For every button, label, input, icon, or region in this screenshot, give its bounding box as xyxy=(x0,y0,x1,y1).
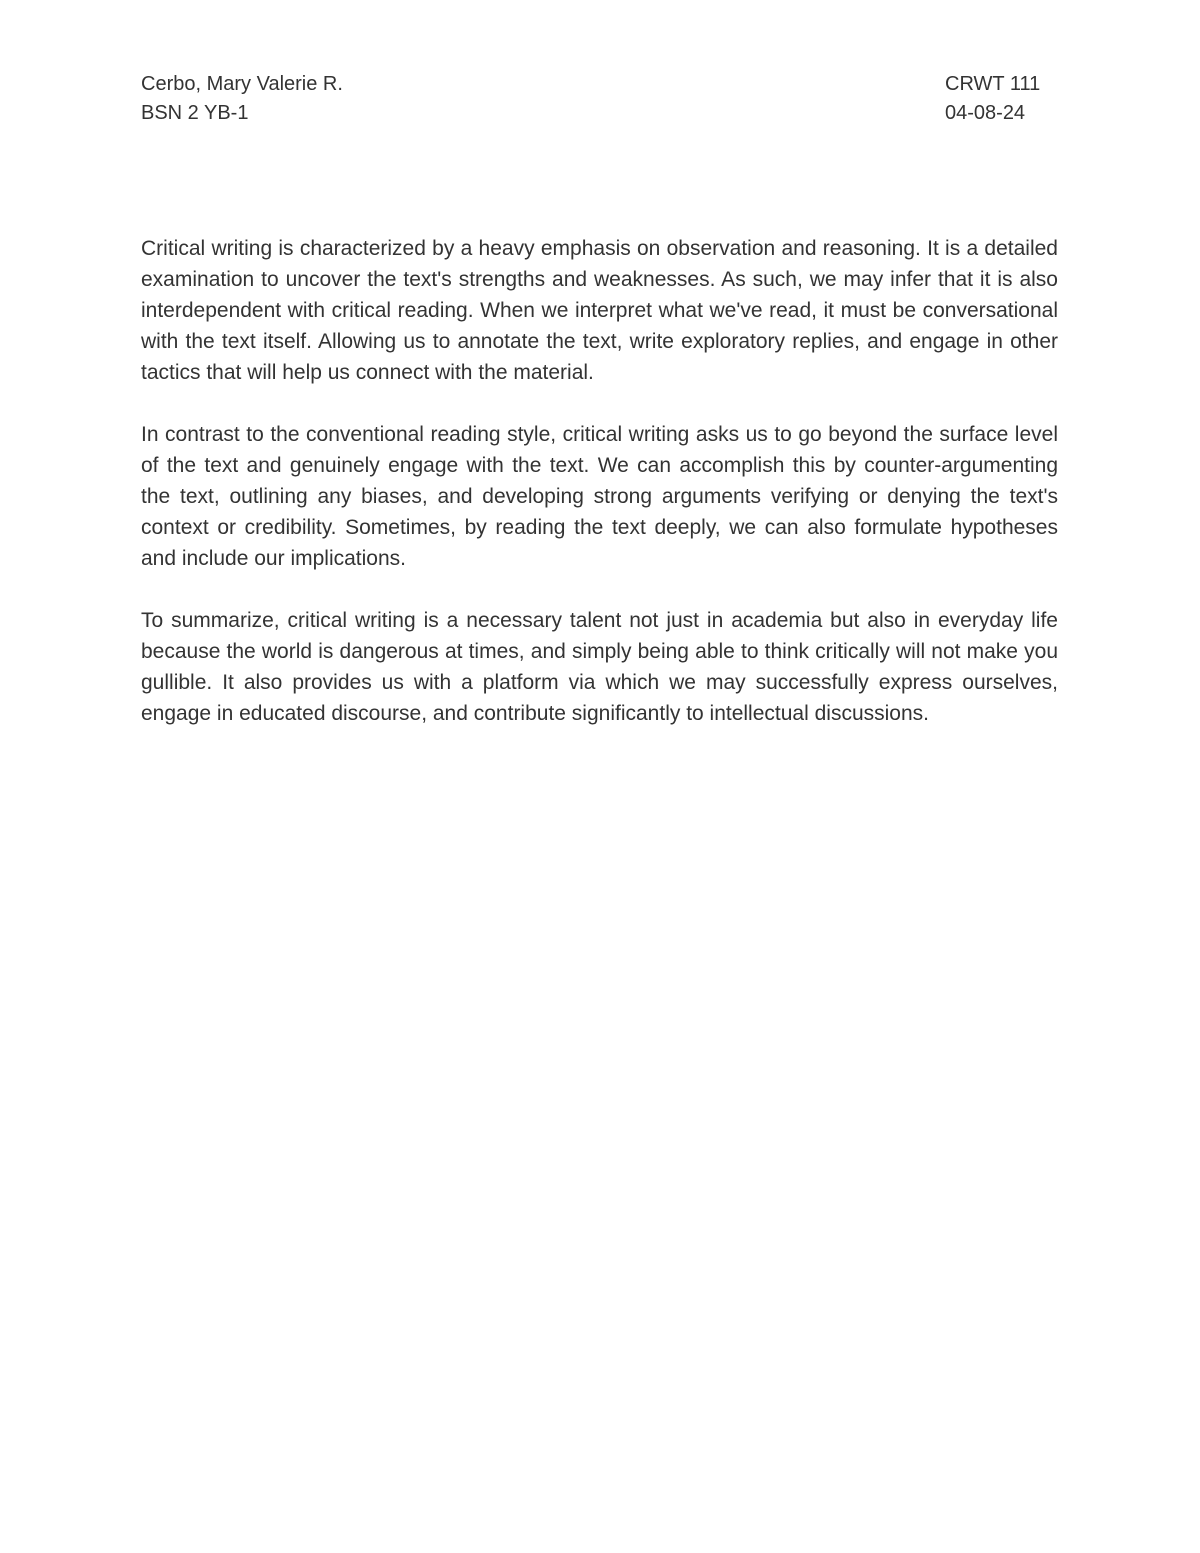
paragraph-1: Critical writing is characterized by a heavy emphasis on observation and reasoning. It is a detailed examination to uncover the text's strengths and weaknesses. As such, we may infer that it is also interdependent with critical reading. When we interpret what we've read, it must be conversational with the text itself. Allowing us to annotate the text, write exploratory replies, and engage in other tactics that will help us connect with the material. xyxy=(141,237,1058,384)
essay-body xyxy=(141,233,1058,760)
student-section: BSN 2 YB-1 xyxy=(141,102,249,124)
paragraph-2: In contrast to the conventional reading style, critical writing asks us to go beyond the surface level of the text and genuinely engage with the text. We can accomplish this by counter-argumenting the text, outlining any biases, and developing strong arguments verifying or denying the text's context or credibility. Sometimes, by reading the text deeply, we can also formulate hypotheses and include our implications. xyxy=(141,423,1058,570)
document-header xyxy=(141,70,1047,128)
document-date: 04-08-24 xyxy=(945,102,1026,124)
course-code: CRWT 111 xyxy=(945,73,1041,95)
paragraph-3: To summarize, critical writing is a necessary talent not just in academia but also in everyday life because the world is dangerous at times, and simply being able to think critically will not make you gullible. It also provides us with a platform via which we may successfully express ourselves, engage in educated discourse, and contribute significantly to intellectual discussions. xyxy=(141,609,1058,725)
header-row-2 xyxy=(141,99,1047,128)
student-name: Cerbo, Mary Valerie R. xyxy=(141,73,343,95)
header-row-1 xyxy=(141,70,1047,99)
